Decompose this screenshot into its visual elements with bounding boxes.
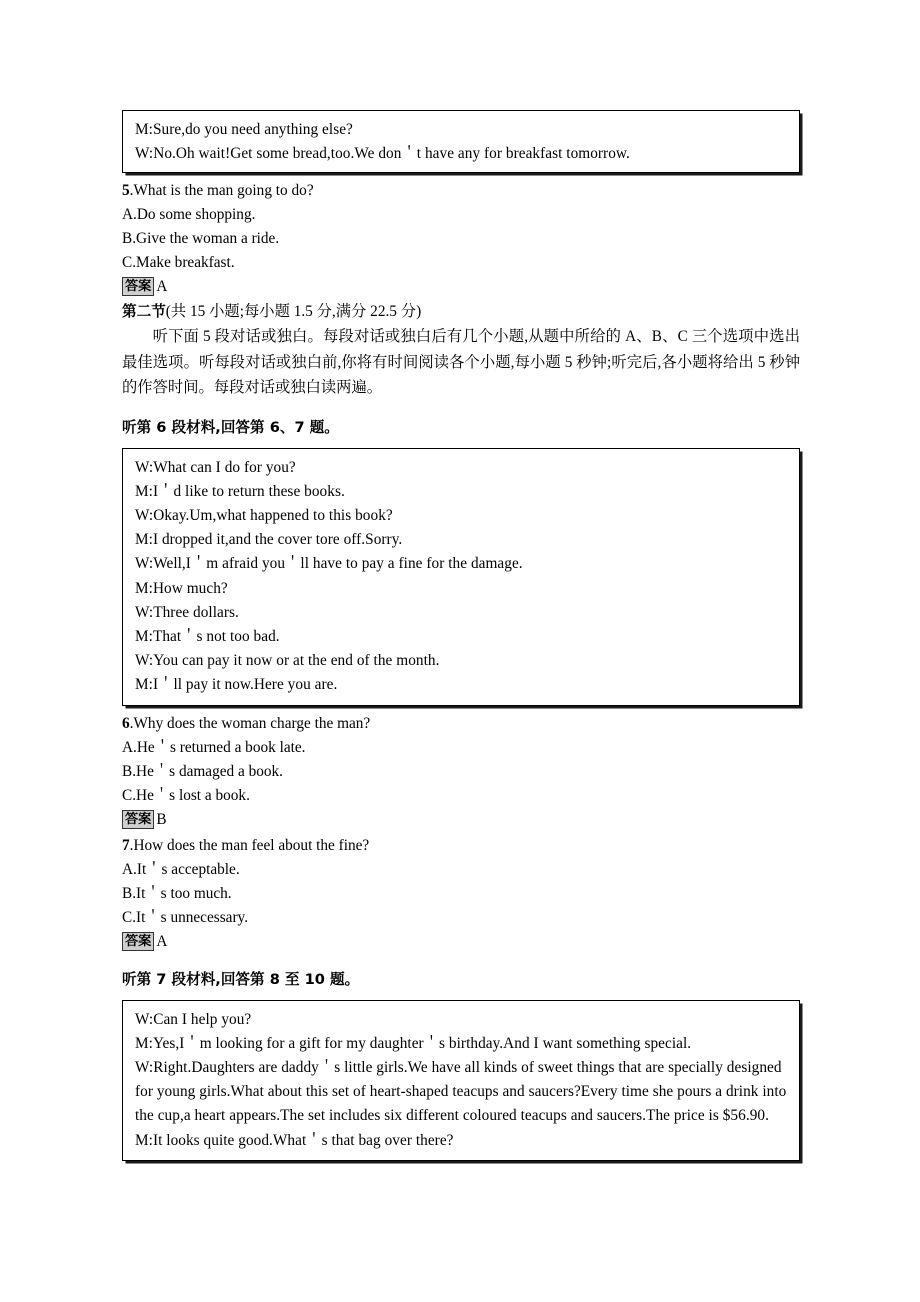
answer-value: A — [156, 932, 168, 950]
transcript-box-7 — [122, 1000, 800, 1161]
answer-value: B — [156, 810, 167, 828]
transcript-line: M:Yes,I＇m looking for a gift for my daughter＇s birthday.And I want something special. — [135, 1034, 692, 1052]
question-option-c[interactable]: C.He＇s lost a book. — [122, 786, 250, 804]
answer-badge: 答案 — [122, 810, 154, 829]
answer-row — [122, 931, 800, 953]
answer-row — [122, 276, 800, 298]
transcript-line: M:That＇s not too bad. — [135, 627, 280, 645]
question-stem — [122, 712, 800, 736]
transcript-line: M:I＇ll pay it now.Here you are. — [135, 676, 338, 694]
transcript-line: M:I＇d like to return these books. — [135, 482, 345, 500]
section-2-heading — [122, 300, 800, 324]
transcript-box-5 — [122, 110, 800, 173]
transcript-line: W:You can pay it now or at the end of the month. — [135, 652, 440, 670]
transcript-line: M:It looks quite good.What＇s that bag over there? — [135, 1131, 454, 1149]
question-option-a[interactable]: A.Do some shopping. — [122, 206, 256, 223]
transcript-line: W:Well,I＇m afraid you＇ll have to pay a fine for the damage. — [135, 555, 523, 573]
question-option-c[interactable]: C.It＇s unnecessary. — [122, 908, 249, 926]
question-stem — [122, 834, 800, 858]
transcript-line: M:How much? — [135, 579, 228, 597]
answer-row — [122, 809, 800, 831]
question-5 — [122, 179, 800, 298]
exam-page-content — [122, 110, 800, 1167]
material-7-heading: 听第 7 段材料,回答第 8 至 10 题。 — [122, 970, 360, 988]
question-6 — [122, 712, 800, 831]
transcript-box-6 — [122, 448, 800, 706]
transcript-line: W:What can I do for you? — [135, 458, 296, 476]
answer-badge: 答案 — [122, 932, 154, 951]
question-text: .What is the man going to do? — [129, 182, 314, 199]
answer-value: A — [156, 278, 168, 295]
question-option-b[interactable]: B.It＇s too much. — [122, 884, 232, 902]
transcript-line: W:Okay.Um,what happened to this book? — [135, 506, 393, 524]
question-number: 7 — [122, 836, 130, 854]
question-option-b[interactable]: B.He＇s damaged a book. — [122, 762, 284, 780]
question-option-b[interactable]: B.Give the woman a ride. — [122, 230, 280, 247]
transcript-line: M:I dropped it,and the cover tore off.Sorry. — [135, 531, 403, 549]
question-text: .Why does the woman charge the man? — [129, 714, 371, 732]
question-number: 5 — [122, 182, 130, 199]
question-7 — [122, 834, 800, 953]
section-2-instructions: 听下面 5 段对话或独白。每段对话或独白后有几个小题,从题中所给的 A、B、C 三个选项中选出最佳选项。听每段对话或独白前,你将有时间阅读各个小题,每小题 5 秒钟;听完后,各小题将给出 5 秒钟的作答时间。每段对话或独白读两遍。 — [122, 328, 800, 396]
question-number: 6 — [122, 714, 130, 732]
section-2-title: 第二节 — [122, 303, 166, 320]
question-stem — [122, 179, 800, 203]
transcript-line: W:Can I help you? — [135, 1010, 252, 1028]
question-option-a[interactable]: A.It＇s acceptable. — [122, 860, 240, 878]
transcript-line: M:Sure,do you need anything else? — [135, 121, 353, 138]
transcript-line: W:No.Oh wait!Get some bread,too.We don＇t have any for breakfast tomorrow. — [135, 144, 630, 162]
transcript-line: W:Right.Daughters are daddy＇s little girls.We have all kinds of sweet things that are specially designed for young girls.What about this set of heart-shaped teacups and saucers?Every time she pours a drink into the cup,a heart appears.The set includes six different coloured teacups and saucers.The price is $56.90. — [135, 1058, 787, 1125]
transcript-line: W:Three dollars. — [135, 603, 239, 621]
question-option-a[interactable]: A.He＇s returned a book late. — [122, 738, 306, 756]
question-text: .How does the man feel about the fine? — [129, 836, 370, 854]
question-option-c[interactable]: C.Make breakfast. — [122, 254, 235, 271]
answer-badge: 答案 — [122, 277, 154, 296]
material-6-heading: 听第 6 段材料,回答第 6、7 题。 — [122, 418, 339, 436]
section-2-meta: (共 15 小题;每小题 1.5 分,满分 22.5 分) — [165, 303, 422, 320]
